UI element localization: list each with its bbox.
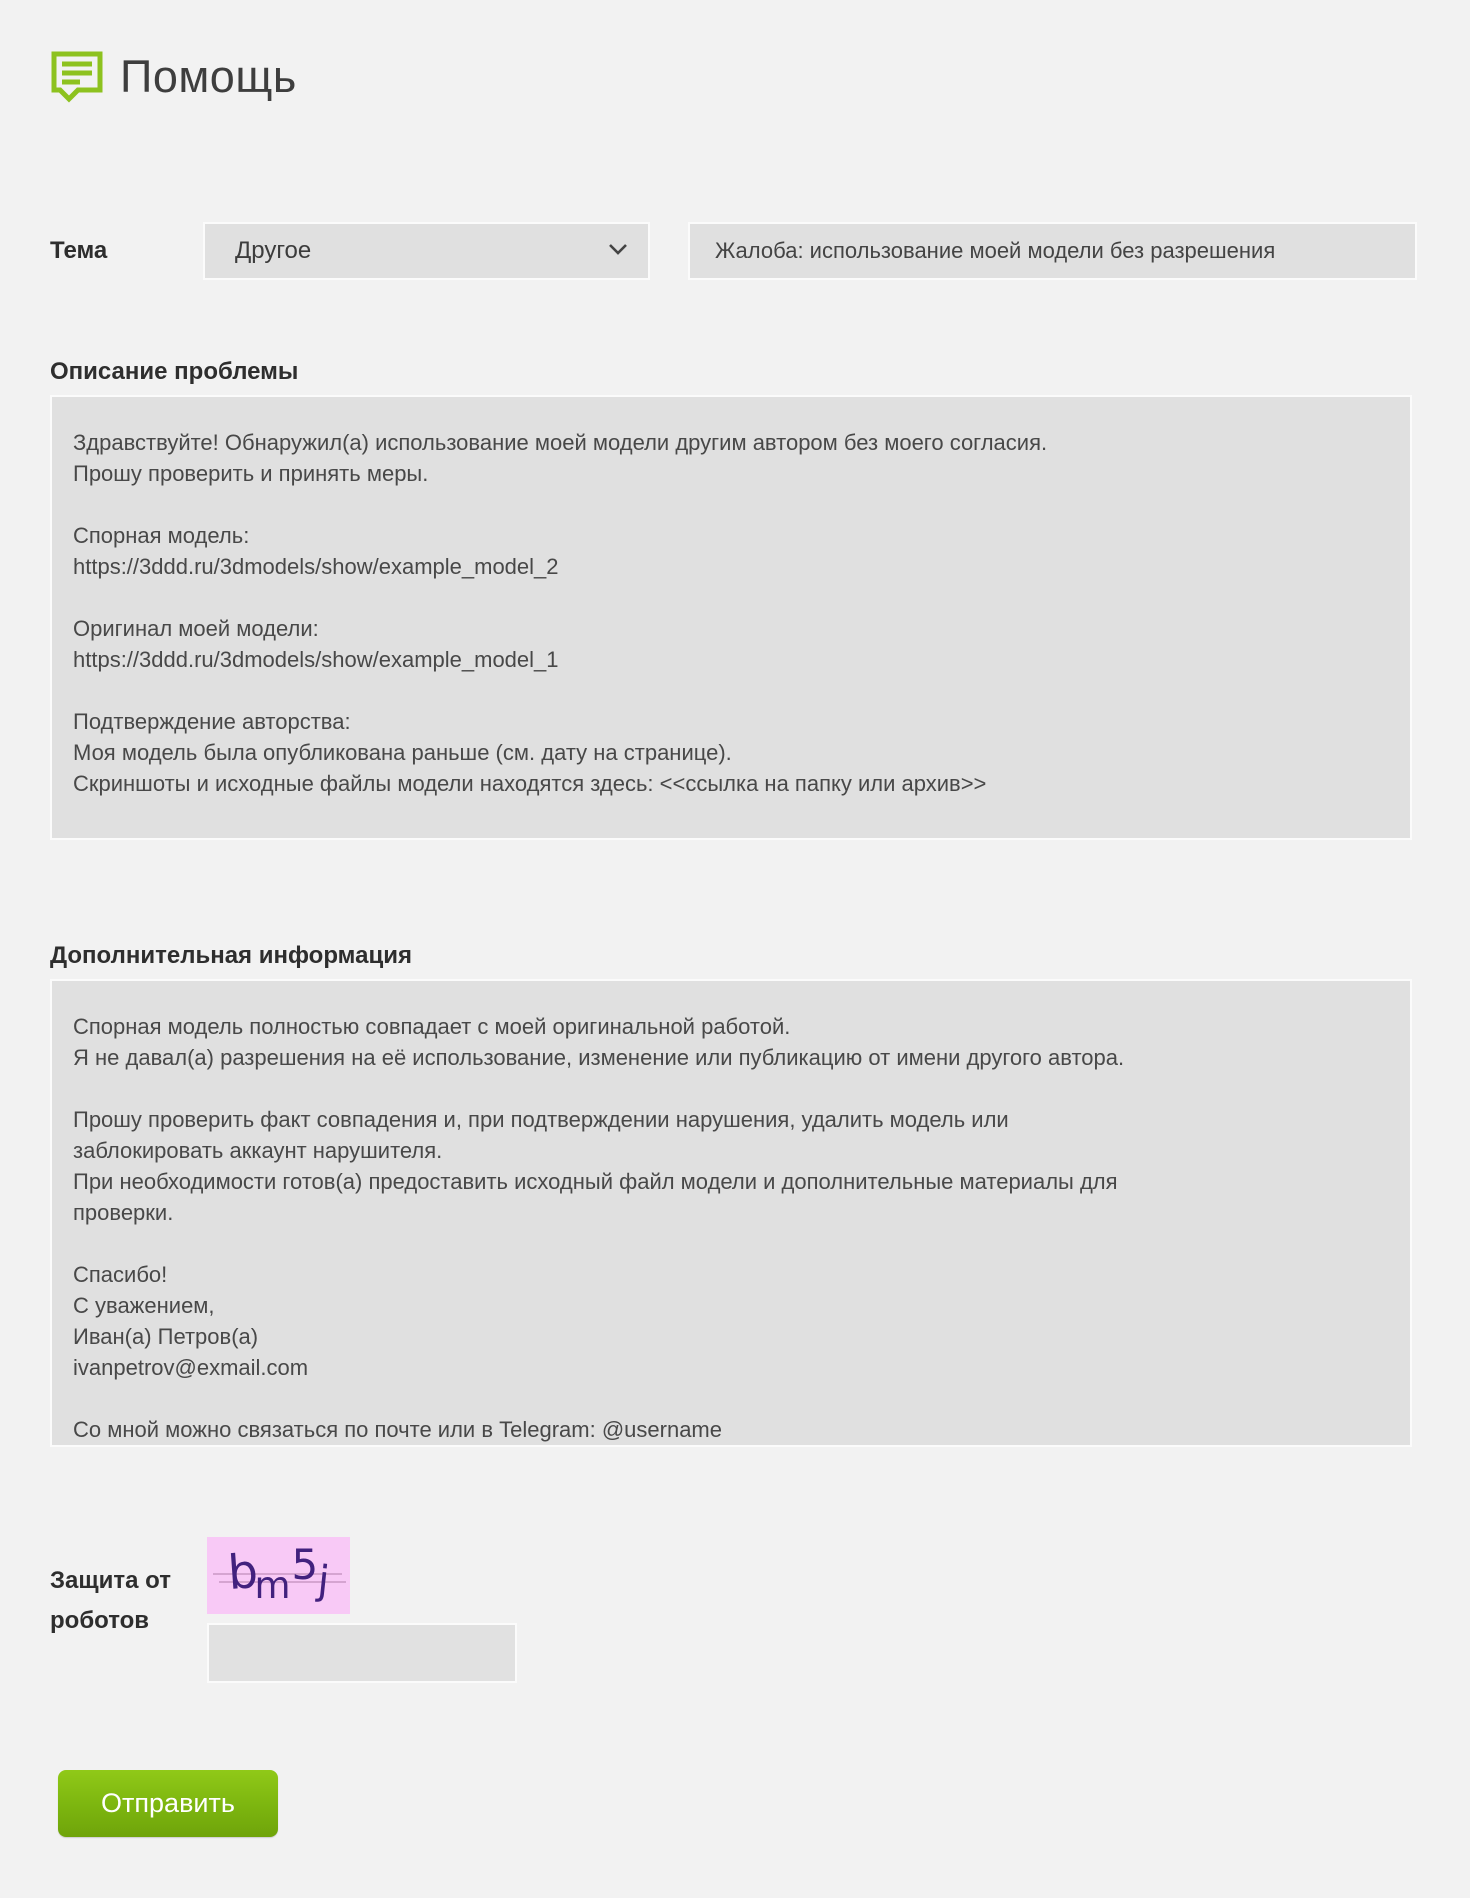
chat-bubble-icon (50, 50, 104, 104)
page-header (50, 50, 1470, 104)
captcha-input[interactable] (207, 1623, 517, 1683)
captcha-letter: 5 (291, 1540, 319, 1589)
chevron-down-icon (608, 242, 628, 260)
description-section (50, 358, 1470, 840)
additional-info-heading: Дополнительная информация (50, 942, 412, 969)
subject-input[interactable] (688, 222, 1417, 280)
captcha-image (207, 1537, 350, 1614)
topic-row (50, 222, 1470, 280)
captcha-label: Защита от роботов (50, 1567, 171, 1634)
submit-button[interactable]: Отправить (58, 1770, 278, 1837)
page-title: Помощь (120, 51, 297, 102)
captcha-letter: b (225, 1544, 260, 1601)
captcha-letter: j (315, 1557, 332, 1604)
description-textarea[interactable] (50, 395, 1412, 840)
topic-select-value: Другое (235, 237, 312, 264)
captcha-letter: m (254, 1564, 291, 1607)
topic-select[interactable] (203, 222, 650, 280)
captcha-column (207, 1537, 517, 1683)
captcha-section (50, 1537, 1470, 1683)
additional-info-textarea[interactable] (50, 979, 1412, 1447)
topic-label: Тема (50, 237, 108, 264)
description-heading: Описание проблемы (50, 358, 299, 385)
additional-info-section (50, 942, 1470, 1447)
